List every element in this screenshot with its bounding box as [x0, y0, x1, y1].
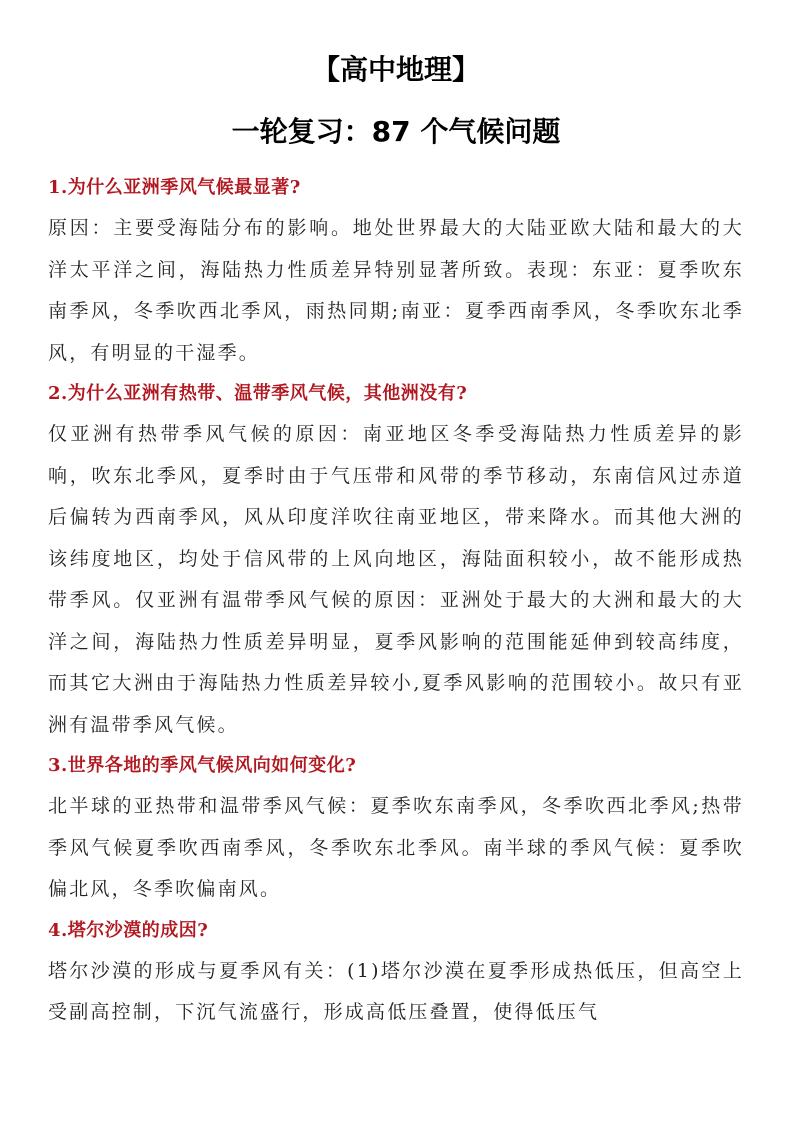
answer-paragraph: 原因：主要受海陆分布的影响。地处世界最大的大陆亚欧大陆和最大的大洋太平洋之间，海陆热力性质差异特别显著所致。表现：东亚：夏季吹东南季风，冬季吹西北季风，雨热同期;南亚：夏季西南季风，冬季吹东北季风，有明显的干湿季。 [48, 217, 744, 364]
answer-paragraph: 仅亚洲有热带季风气候的原因：南亚地区冬季受海陆热力性质差异的影响，吹东北季风，夏季时由于气压带和风带的季节移动，东南信风过赤道后偏转为西南季风，风从印度洋吹往南亚地区，带来降水。而其他大洲的该纬度地区，均处于信风带的上风向地区，海陆面积较小，故不能形成热带季风。仅亚洲有温带季风气候的原因：亚洲处于最大的大洲和最大的大洋之间，海陆热力性质差异明显，夏季风影响的范围能延伸到较高纬度，而其它大洲由于海陆热力性质差异较小,夏季风影响的范围较小。故只有亚洲有温带季风气候。 [48, 423, 744, 736]
question-heading: 1.为什么亚洲季风气候最显著? [48, 177, 301, 198]
question-heading: 2.为什么亚洲有热带、温带季风气候，其他洲没有? [48, 383, 468, 404]
question-block-2 [48, 374, 744, 746]
question-block-1 [48, 168, 744, 374]
question-block-4 [48, 911, 744, 1034]
answer-paragraph: 北半球的亚热带和温带季风气候：夏季吹东南季风，冬季吹西北季风;热带季风气候夏季吹西南季风，冬季吹东北季风。南半球的季风气候：夏季吹偏北风，冬季吹偏南风。 [48, 795, 744, 900]
question-heading: 3.世界各地的季风气候风向如何变化? [48, 755, 357, 776]
document-subtitle: 一轮复习：87 个气候问题 [231, 115, 561, 148]
document-title: 【高中地理】 [311, 53, 480, 86]
question-block-3 [48, 746, 744, 911]
answer-paragraph: 塔尔沙漠的形成与夏季风有关：(1)塔尔沙漠在夏季形成热低压，但高空上受副高控制，下沉气流盛行，形成高低压叠置，使得低压气 [48, 959, 744, 1023]
question-heading: 4.塔尔沙漠的成因? [48, 919, 209, 941]
